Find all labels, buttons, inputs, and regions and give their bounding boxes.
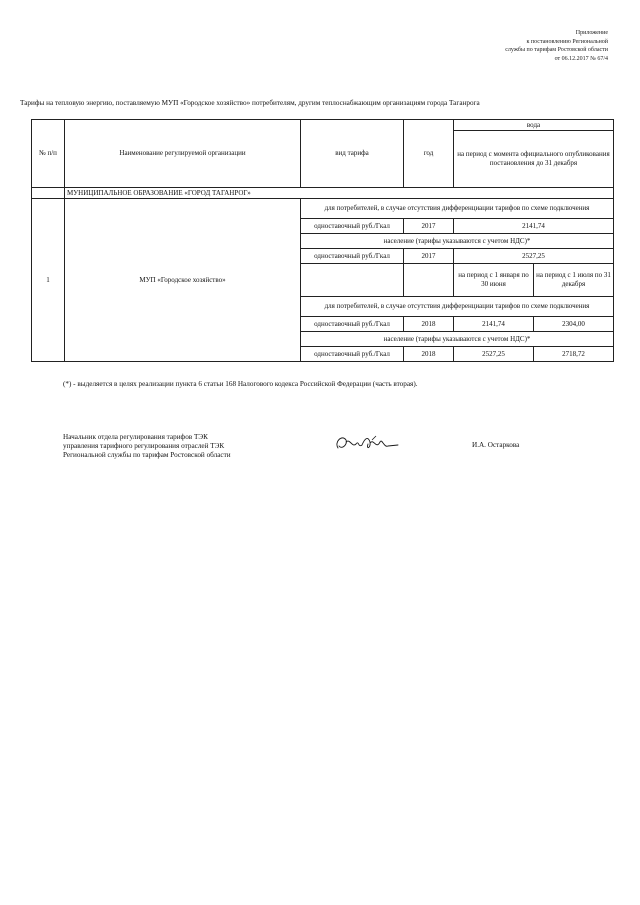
- header-water: вода: [454, 120, 614, 131]
- tariff-label: одноставочный руб./Гкал: [301, 347, 404, 362]
- municipality-row: [32, 188, 614, 199]
- signer-title: [63, 433, 231, 460]
- header-period-full: на период с момента официального опубликования постановления до 31 декабря: [454, 131, 614, 188]
- empty-cell: [32, 188, 65, 199]
- tariff-label: одноставочный руб./Гкал: [301, 219, 404, 234]
- appendix-line: от 06.12.2017 № 67/4: [554, 55, 608, 62]
- year-cell: 2018: [404, 347, 454, 362]
- signer-line: управления тарифного регулирования отраслей ТЭК: [63, 442, 225, 450]
- population-note: население (тарифы указываются с учетом НДС)*: [301, 234, 614, 249]
- signer-line: Начальник отдела регулирования тарифов ТЭК: [63, 433, 208, 441]
- period-h1: на период с 1 января по 30 июня: [454, 264, 534, 297]
- signer-line: Региональной службы по тарифам Ростовской области: [63, 451, 231, 459]
- consumers-note: для потребителей, в случае отсутствия дифференциации тарифов по схеме подключения: [301, 297, 614, 317]
- table-row: [32, 199, 614, 219]
- header-num: № п/п: [32, 120, 65, 188]
- document-title: Тарифы на тепловую энергию, поставляемую МУП «Городское хозяйство» потребителям, другим теплоснабжающим организациям города Таганрога: [20, 99, 480, 107]
- empty-cell: [301, 264, 404, 297]
- header-row: [32, 120, 614, 131]
- period-h2: на период с 1 июля по 31 декабря: [534, 264, 614, 297]
- population-note: население (тарифы указываются с учетом НДС)*: [301, 332, 614, 347]
- tariff-value: 2527,25: [454, 347, 534, 362]
- appendix-line: Приложение: [575, 30, 608, 36]
- signer-name: И.А. Остаркова: [472, 441, 520, 449]
- organization-name: МУП «Городское хозяйство»: [65, 199, 301, 362]
- tariff-value: 2718,72: [534, 347, 614, 362]
- header-tariff-type: вид тарифа: [301, 120, 404, 188]
- footnote: (*) - выделяется в целях реализации пункта 6 статьи 168 Налогового кодекса Российской Федерации (часть вторая).: [63, 380, 418, 388]
- handwritten-signature: [332, 428, 402, 460]
- tariff-value: 2141,74: [454, 317, 534, 332]
- year-cell: 2017: [404, 219, 454, 234]
- tariff-label: одноставочный руб./Гкал: [301, 249, 404, 264]
- header-year: год: [404, 120, 454, 188]
- municipality-name: МУНИЦИПАЛЬНОЕ ОБРАЗОВАНИЕ «ГОРОД ТАГАНРОГ»: [65, 188, 614, 199]
- row-number: 1: [32, 199, 65, 362]
- tariff-value: 2141,74: [454, 219, 614, 234]
- tariff-label: одноставочный руб./Гкал: [301, 317, 404, 332]
- appendix-header: [505, 29, 608, 63]
- appendix-line: к постановлению Региональной: [526, 38, 608, 45]
- consumers-note: для потребителей, в случае отсутствия дифференциации тарифов по схеме подключения: [301, 199, 614, 219]
- year-cell: 2018: [404, 317, 454, 332]
- appendix-line: службы по тарифам Ростовской области: [505, 47, 608, 53]
- empty-cell: [404, 264, 454, 297]
- tariff-value: 2304,00: [534, 317, 614, 332]
- header-org: Наименование регулируемой организации: [65, 120, 301, 188]
- tariff-value: 2527,25: [454, 249, 614, 264]
- tariff-table: [31, 119, 614, 362]
- year-cell: 2017: [404, 249, 454, 264]
